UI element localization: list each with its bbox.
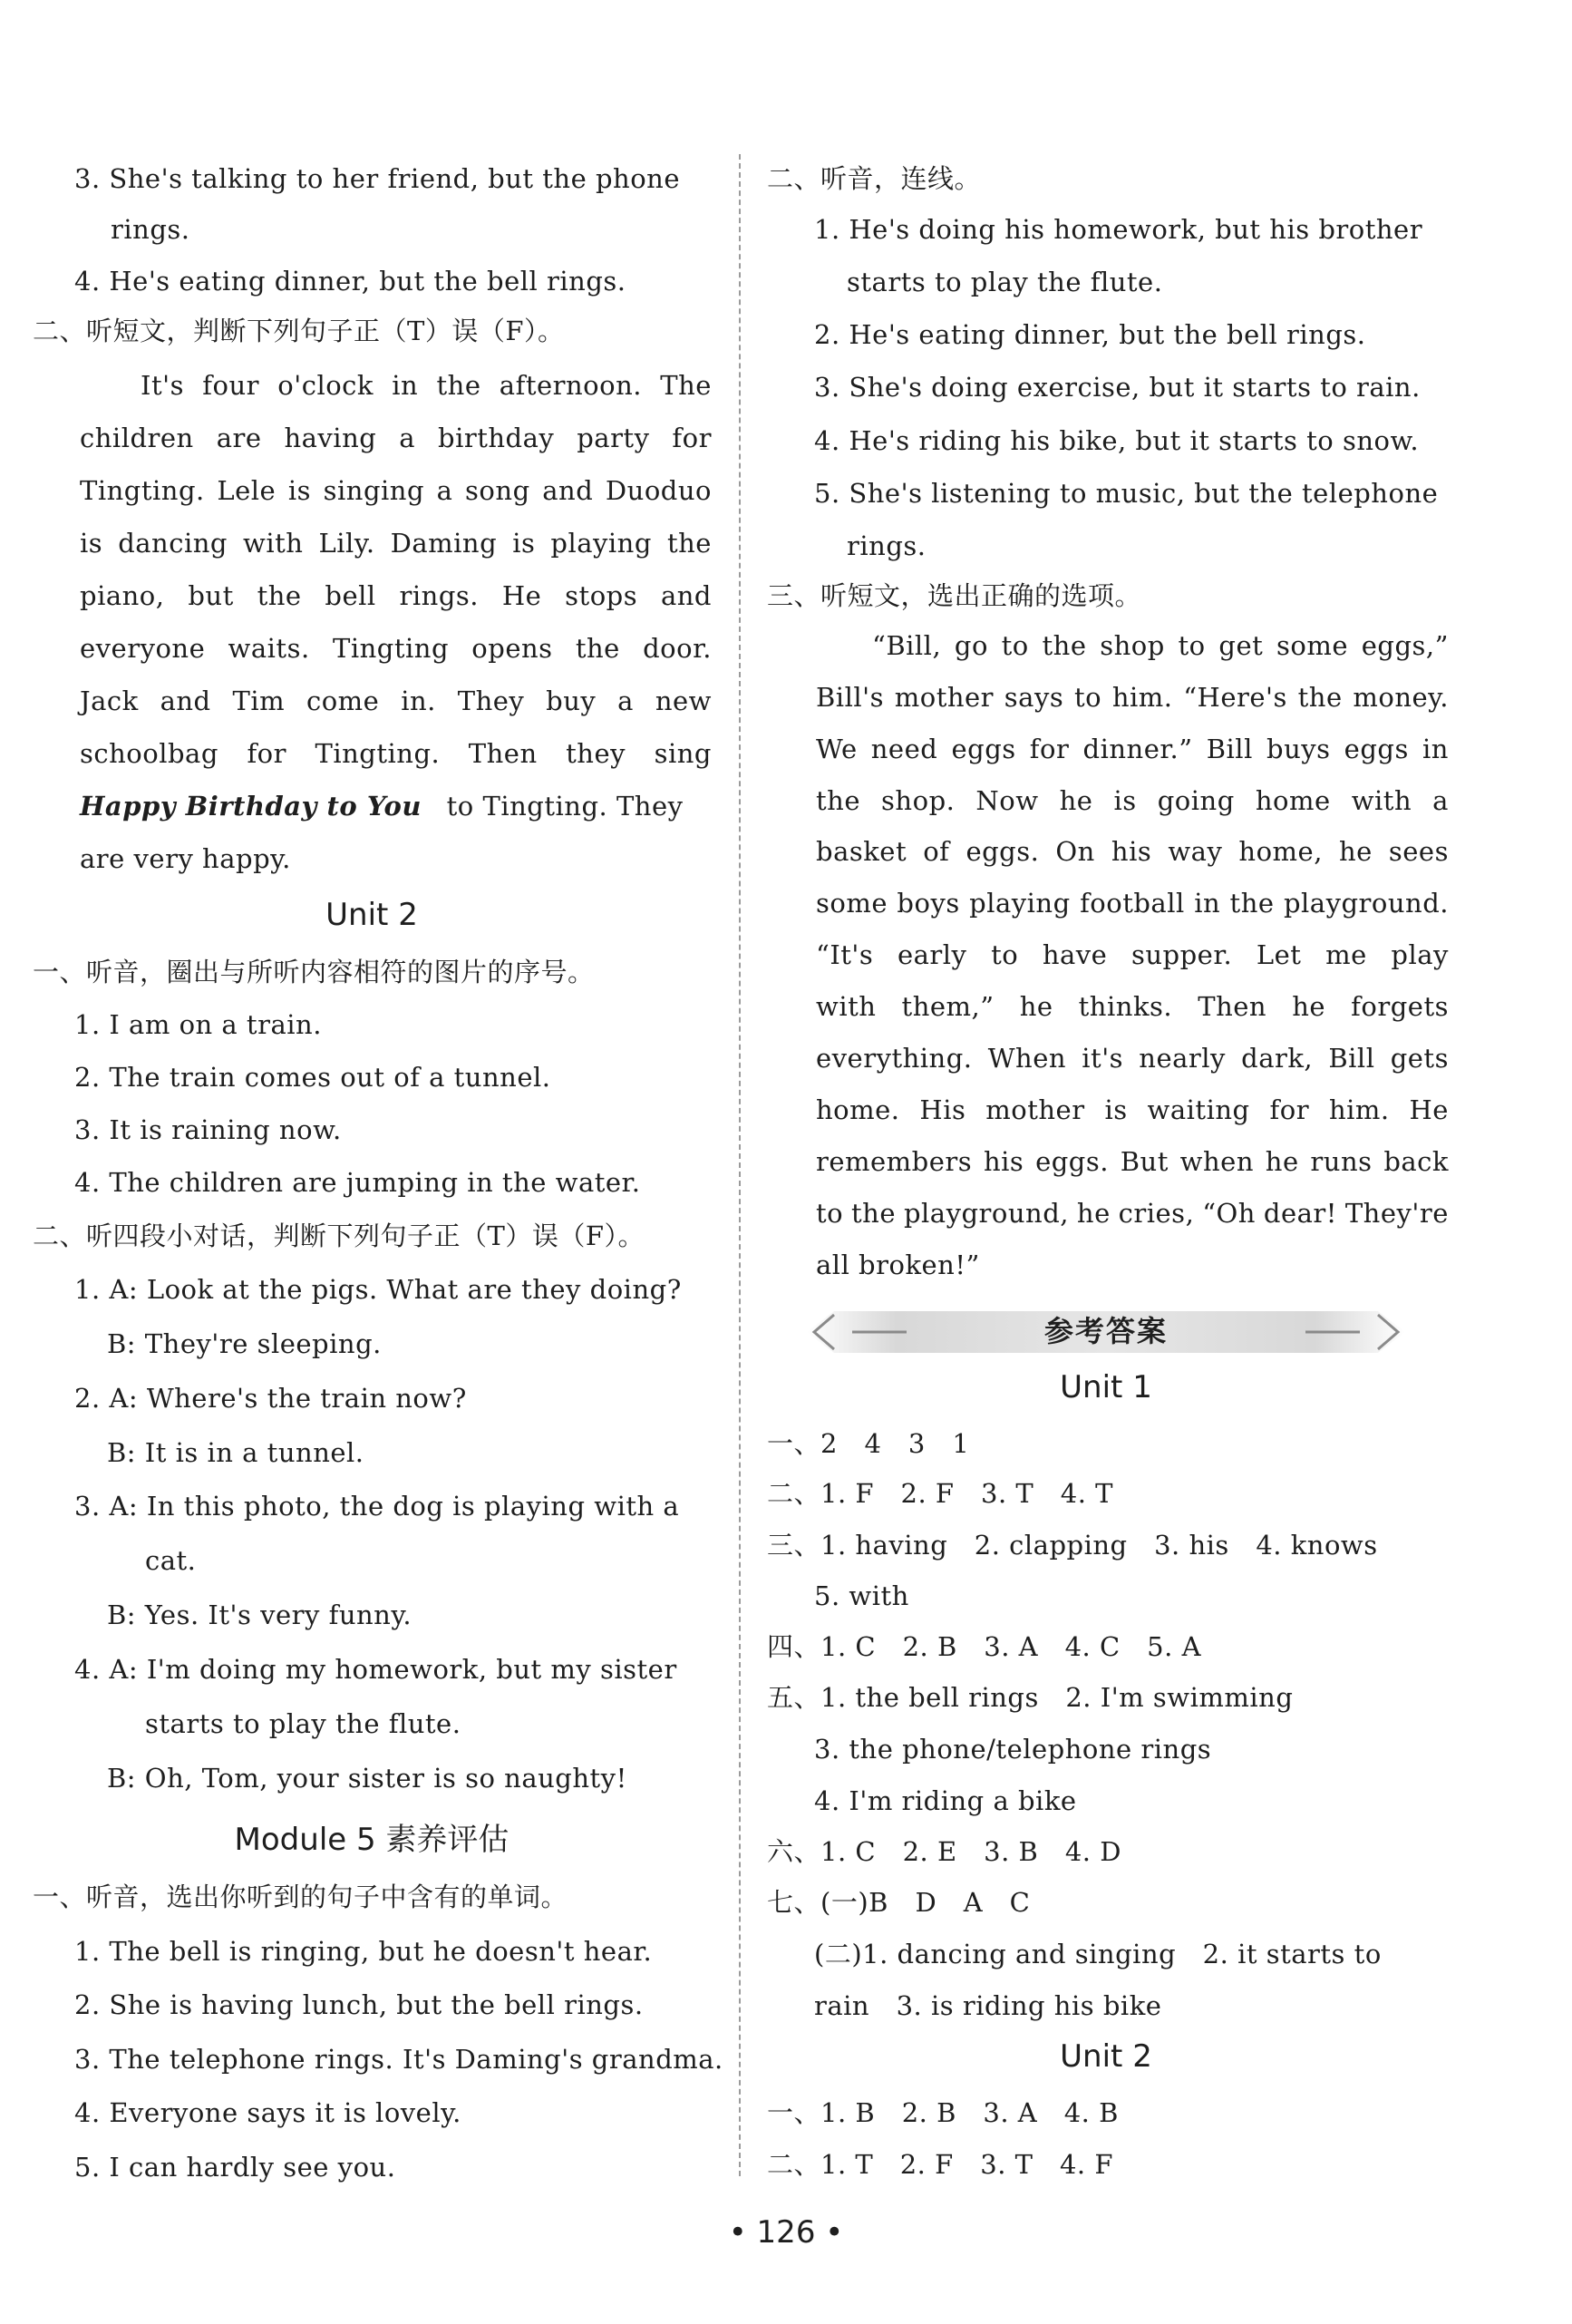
section-instruction: 一、听音，圈出与所听内容相符的图片的序号。 bbox=[33, 957, 595, 987]
passage-line: all broken!” bbox=[816, 1250, 980, 1280]
passage-line: is dancing with Lily. Daming is playing the bbox=[80, 528, 712, 559]
passage-line: piano, but the bell rings. He stops and bbox=[80, 580, 712, 611]
passage-line: with them,” he thinks. Then he forgets bbox=[816, 991, 1449, 1022]
answers-title: 参考答案 bbox=[1043, 1314, 1168, 1348]
page-number: • 126 • bbox=[728, 2214, 844, 2251]
unit-heading: Unit 2 bbox=[325, 897, 418, 933]
list-item: 2. The train comes out of a tunnel. bbox=[74, 1062, 551, 1093]
passage-line: everything. When it's nearly dark, Bill gets bbox=[816, 1043, 1449, 1074]
dialogue-line: B: Oh, Tom, your sister is so naughty! bbox=[107, 1763, 627, 1794]
list-item: 5. She's listening to music, but the telephone bbox=[814, 478, 1439, 509]
dialogue-line: cat. bbox=[145, 1545, 197, 1576]
passage-line: Jack and Tim come in. They buy a new bbox=[80, 686, 712, 716]
dialogue-line: B: Yes. It's very funny. bbox=[107, 1600, 412, 1630]
section-instruction: 二、听四段小对话，判断下列句子正（T）误（F）。 bbox=[33, 1220, 645, 1251]
passage-line: remembers his eggs. But when he runs back bbox=[816, 1146, 1449, 1177]
answer-line: 三、1. having 2. clapping 3. his 4. knows bbox=[767, 1530, 1378, 1561]
list-item: rings. bbox=[847, 530, 927, 561]
song-title: Happy Birthday to You bbox=[80, 791, 422, 822]
answer-line: 七、(一)B D A C bbox=[767, 1887, 1031, 1918]
module-heading: Module 5 素养评估 bbox=[234, 1822, 509, 1858]
passage-line: Tingting. Lele is singing a song and Duoduo bbox=[80, 475, 712, 506]
answer-line: 二、1. F 2. F 3. T 4. T bbox=[767, 1478, 1113, 1509]
list-item: starts to play the flute. bbox=[847, 267, 1163, 297]
passage-line: everyone waits. Tingting opens the door. bbox=[80, 633, 712, 664]
answer-line: rain 3. is riding his bike bbox=[814, 1990, 1162, 2021]
section-instruction: 一、听音，选出你听到的句子中含有的单词。 bbox=[33, 1882, 568, 1912]
answer-line: 5. with bbox=[814, 1580, 909, 1611]
dialogue-line: 3. A: In this photo, the dog is playing with a bbox=[74, 1491, 680, 1522]
section-instruction: 三、听短文，选出正确的选项。 bbox=[767, 580, 1142, 611]
passage-line: “It's early to have supper. Let me play bbox=[816, 939, 1449, 970]
passage-line: It's four o'clock in the afternoon. The bbox=[141, 370, 712, 401]
answer-line: 3. the phone/telephone rings bbox=[814, 1734, 1212, 1765]
list-item: 3. She's doing exercise, but it starts to rain. bbox=[814, 372, 1421, 403]
dialogue-line: 2. A: Where's the train now? bbox=[74, 1383, 467, 1414]
passage-line: “Bill, go to the shop to get some eggs,” bbox=[872, 630, 1449, 661]
unit-heading: Unit 1 bbox=[1060, 1369, 1152, 1405]
list-item: 4. Everyone says it is lovely. bbox=[74, 2097, 461, 2128]
list-item: 3. The telephone rings. It's Daming's grandma. bbox=[74, 2044, 723, 2075]
passage-line: the shop. Now he is going home with a bbox=[816, 785, 1449, 816]
dialogue-line: B: It is in a tunnel. bbox=[107, 1437, 364, 1468]
passage-line: to the playground, he cries, “Oh dear! They're bbox=[816, 1198, 1449, 1229]
answer-line: 一、1. B 2. B 3. A 4. B bbox=[767, 2097, 1119, 2128]
answer-line: 一、2 4 3 1 bbox=[767, 1428, 970, 1459]
text-line: 4. He's eating dinner, but the bell rings. bbox=[74, 266, 626, 297]
unit-heading: Unit 2 bbox=[1060, 2038, 1152, 2075]
answer-line: 4. I'm riding a bike bbox=[814, 1785, 1077, 1816]
answer-line: (二)1. dancing and singing 2. it starts to bbox=[814, 1939, 1382, 1969]
list-item: 1. The bell is ringing, but he doesn't hear. bbox=[74, 1936, 653, 1967]
passage-fragment: to Tingting. They bbox=[446, 791, 684, 822]
passage-line: home. His mother is waiting for him. He bbox=[816, 1094, 1449, 1125]
answer-line: 五、1. the bell rings 2. I'm swimming bbox=[767, 1682, 1294, 1713]
dialogue-line: B: They're sleeping. bbox=[107, 1328, 382, 1359]
list-item: 1. I am on a train. bbox=[74, 1009, 322, 1040]
passage-line: Bill's mother says to him. “Here's the money. bbox=[816, 682, 1449, 713]
passage-line: some boys playing football in the playground. bbox=[816, 888, 1449, 919]
text-line: 3. She's talking to her friend, but the phone bbox=[74, 163, 681, 194]
column-divider bbox=[739, 154, 741, 2176]
answer-line: 六、1. C 2. E 3. B 4. D bbox=[767, 1836, 1121, 1867]
list-item: 3. It is raining now. bbox=[74, 1114, 342, 1145]
passage-line: schoolbag for Tingting. Then they sing bbox=[80, 738, 712, 769]
dialogue-line: 1. A: Look at the pigs. What are they doing? bbox=[74, 1274, 682, 1305]
list-item: 2. He's eating dinner, but the bell rings. bbox=[814, 319, 1366, 350]
list-item: 1. He's doing his homework, but his brother bbox=[814, 214, 1423, 245]
passage-line: children are having a birthday party for bbox=[80, 423, 712, 453]
passage-line bbox=[80, 788, 684, 824]
dialogue-line: starts to play the flute. bbox=[145, 1708, 461, 1739]
answer-line: 二、1. T 2. F 3. T 4. F bbox=[767, 2149, 1113, 2180]
answer-line: 四、1. C 2. B 3. A 4. C 5. A bbox=[767, 1631, 1202, 1662]
text-line: rings. bbox=[111, 214, 190, 245]
passage-line: We need eggs for dinner.” Bill buys eggs in bbox=[816, 734, 1449, 764]
list-item: 5. I can hardly see you. bbox=[74, 2152, 396, 2183]
list-item: 4. The children are jumping in the water. bbox=[74, 1167, 641, 1198]
list-item: 4. He's riding his bike, but it starts to snow. bbox=[814, 425, 1420, 456]
list-item: 2. She is having lunch, but the bell rings. bbox=[74, 1989, 644, 2020]
answers-banner bbox=[798, 1304, 1414, 1360]
passage-line: basket of eggs. On his way home, he sees bbox=[816, 836, 1449, 867]
passage-line: are very happy. bbox=[80, 843, 291, 874]
dialogue-line: 4. A: I'm doing my homework, but my sister bbox=[74, 1654, 677, 1685]
section-instruction: 二、听音，连线。 bbox=[767, 163, 982, 194]
section-instruction: 二、听短文，判断下列句子正（T）误（F）。 bbox=[33, 316, 565, 346]
